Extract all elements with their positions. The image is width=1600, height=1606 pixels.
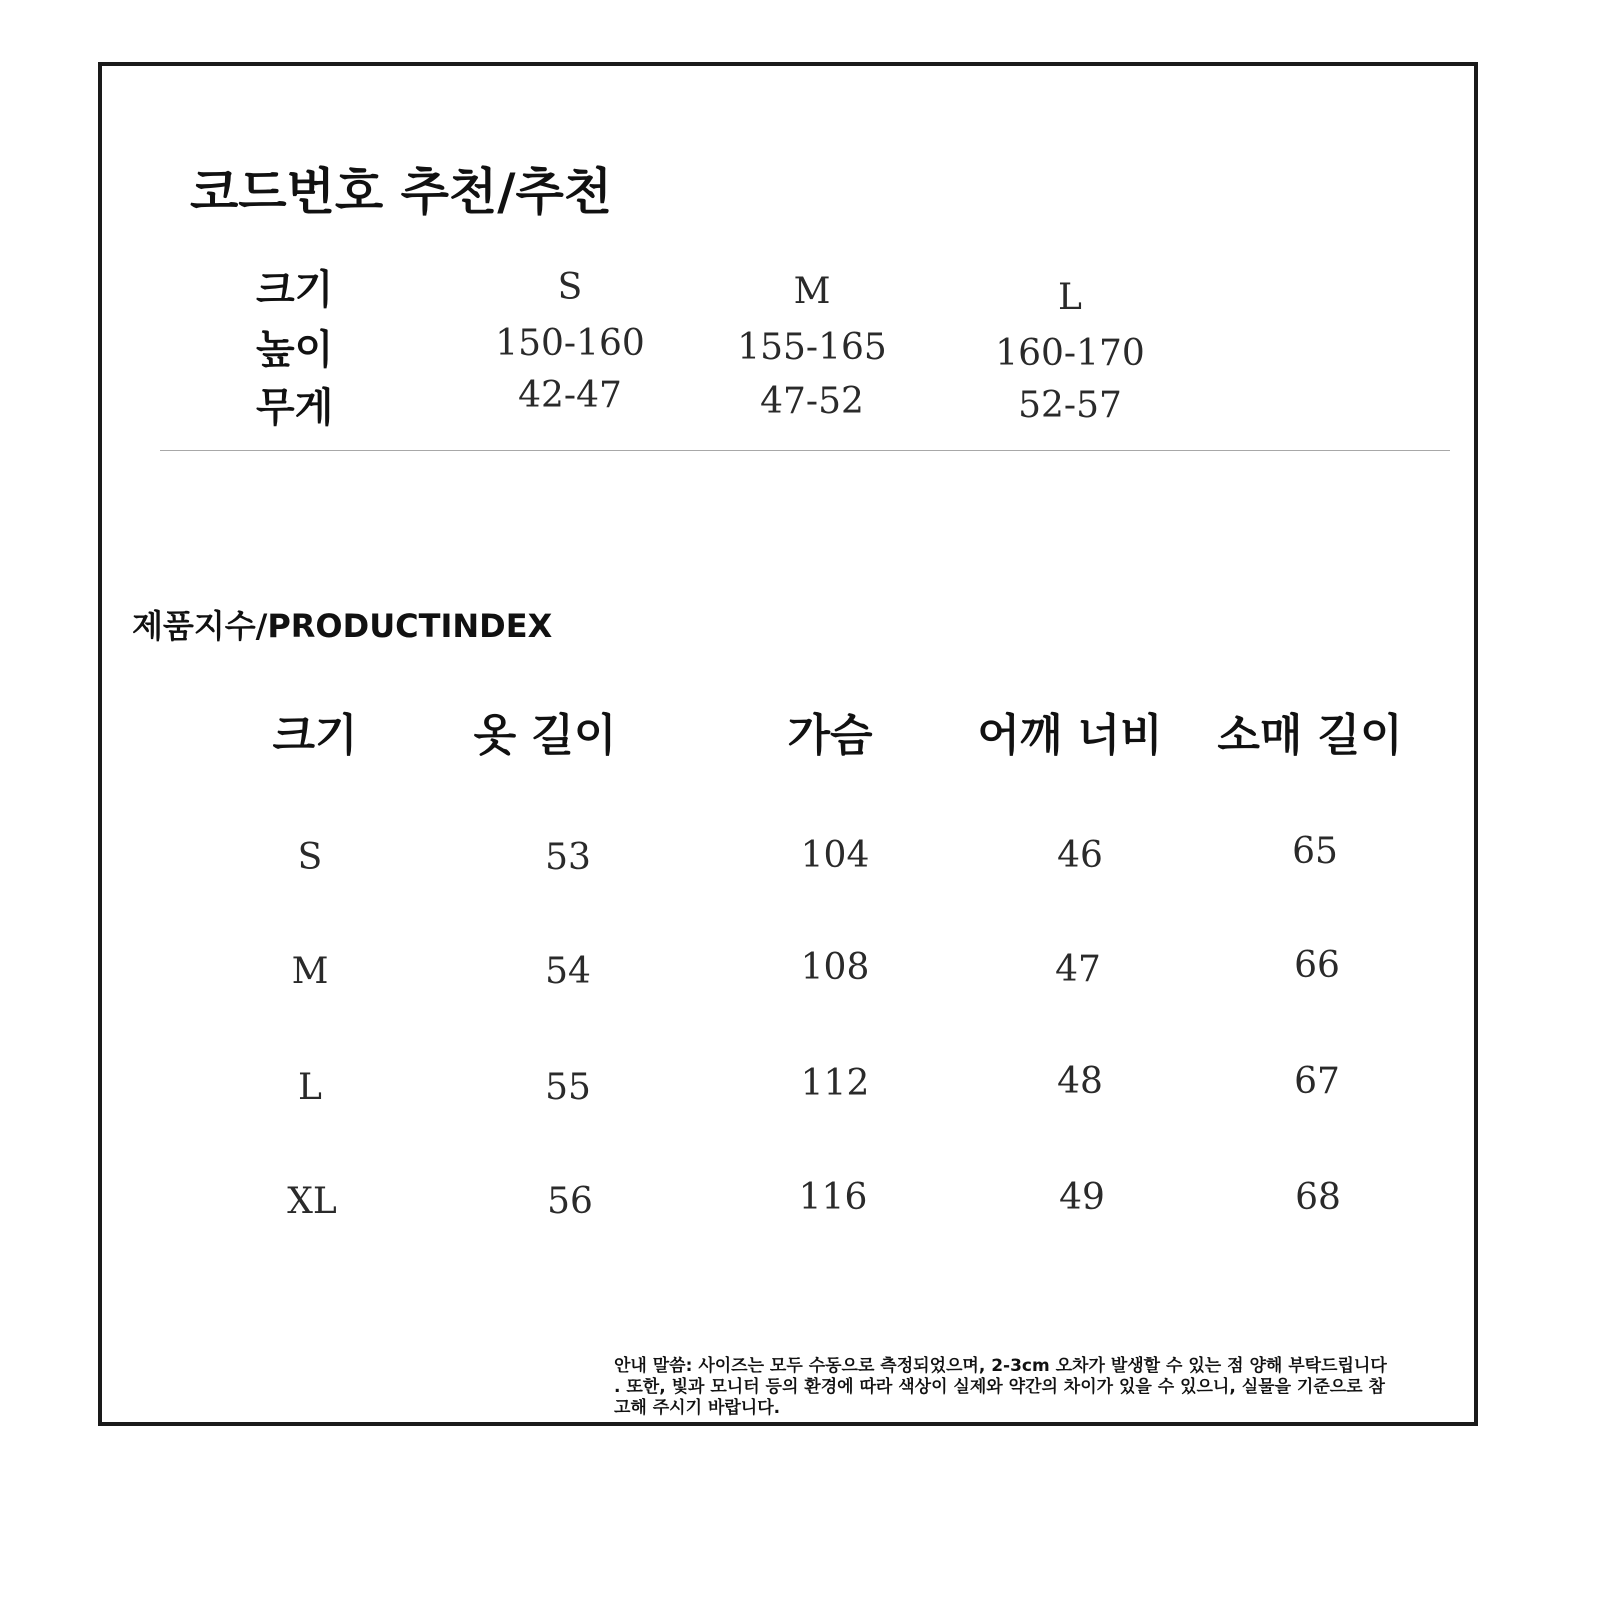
- recommend-height-l: 160-170: [995, 333, 1145, 374]
- table-cell-size: XL: [287, 1181, 337, 1222]
- table-cell-shoulder: 49: [1059, 1177, 1105, 1218]
- table-cell-length: 56: [547, 1181, 593, 1222]
- recommend-title: 코드번호 추천/추천: [190, 163, 613, 221]
- table-cell-sleeve: 68: [1295, 1177, 1341, 1218]
- table-cell-size: S: [297, 837, 323, 878]
- table-cell-chest: 108: [800, 947, 870, 988]
- table-cell-shoulder: 47: [1055, 949, 1101, 990]
- table-cell-sleeve: 66: [1294, 945, 1340, 986]
- header-shoulder: 어깨 너비: [977, 710, 1163, 761]
- measurement-notice: 안내 말씀: 사이즈는 모두 수동으로 측정되었으며, 2-3cm 오차가 발생할 수 있는 점 양해 부탁드립니다 . 또한, 빛과 모니터 등의 환경에 따라 색상이 실제와 약간의 차이가 있을 수 있으니, 실물을 기준으로 참 고해 주시기 바랍니다.: [614, 1356, 1387, 1418]
- recommend-height-m: 155-165: [737, 327, 887, 368]
- table-cell-length: 55: [545, 1067, 591, 1108]
- recommend-label-size: 크기: [256, 267, 334, 313]
- product-index-title: 제품지수/PRODUCTINDEX: [132, 607, 553, 645]
- table-cell-shoulder: 46: [1057, 835, 1103, 876]
- recommend-weight-m: 47-52: [760, 381, 864, 422]
- table-cell-length: 54: [545, 951, 591, 992]
- recommend-label-height: 높이: [256, 327, 334, 373]
- recommend-height-s: 150-160: [495, 323, 645, 364]
- recommend-size-l: L: [1058, 277, 1082, 318]
- table-cell-size: L: [298, 1067, 322, 1108]
- table-cell-sleeve: 67: [1294, 1061, 1340, 1102]
- table-cell-chest: 112: [800, 1063, 870, 1104]
- recommend-weight-l: 52-57: [1018, 385, 1122, 426]
- table-cell-chest: 116: [798, 1177, 868, 1218]
- header-size: 크기: [272, 710, 358, 761]
- table-cell-size: M: [291, 951, 329, 992]
- header-sleeve: 소매 길이: [1217, 710, 1403, 761]
- header-length: 옷 길이: [473, 710, 617, 761]
- table-cell-sleeve: 65: [1292, 831, 1338, 872]
- section-divider: [160, 450, 1450, 451]
- recommend-weight-s: 42-47: [518, 375, 622, 416]
- table-cell-shoulder: 48: [1057, 1061, 1103, 1102]
- recommend-size-m: M: [793, 271, 831, 312]
- header-chest: 가슴: [787, 710, 873, 761]
- table-cell-chest: 104: [800, 835, 870, 876]
- recommend-label-weight: 무게: [256, 385, 334, 431]
- recommend-size-s: S: [557, 267, 583, 308]
- table-cell-length: 53: [545, 837, 591, 878]
